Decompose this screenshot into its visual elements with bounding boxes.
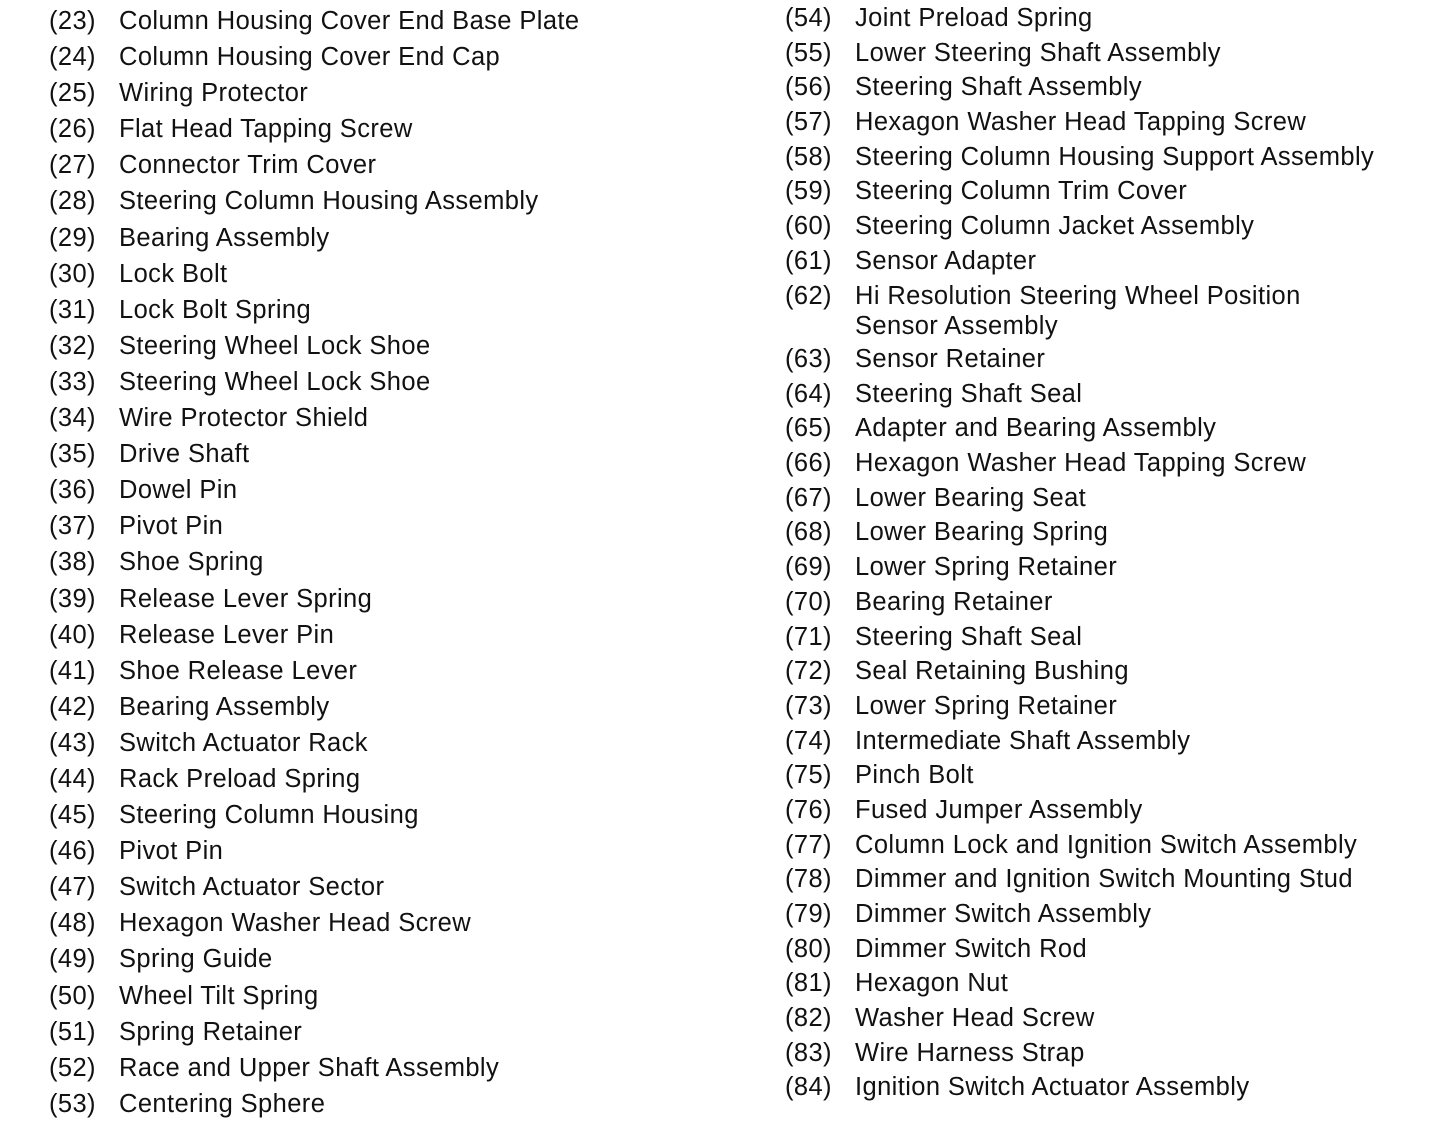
part-number: (69) [785,553,832,582]
part-name: Lower Steering Shaft Assembly [855,38,1221,67]
part-number: (48) [49,909,96,938]
part-name: Pinch Bolt [855,761,974,790]
part-name: Pivot Pin [119,512,224,541]
part-number: (46) [49,837,96,866]
part-number: (67) [785,483,832,512]
parts-list-item [49,78,729,114]
part-name: Bearing Assembly [119,223,330,252]
part-name: Steering Column Trim Cover [855,177,1188,206]
parts-list-item [49,1053,729,1089]
part-name: Column Housing Cover End Base Plate [119,7,580,35]
part-number: (45) [49,801,96,830]
part-number: (77) [785,830,832,859]
part-name: Centering Sphere [119,1089,326,1118]
parts-list-item [785,517,1445,552]
part-number: (56) [785,73,832,102]
part-number: (27) [49,151,96,180]
part-name: Switch Actuator Rack [119,728,368,757]
part-name: Release Lever Pin [119,620,335,649]
part-number: (47) [49,873,96,902]
part-number: (63) [785,345,832,373]
part-name: Dimmer and Ignition Switch Mounting Stud [855,865,1353,894]
part-name: Seal Retaining Bushing [855,657,1129,686]
parts-list-item [785,1038,1445,1073]
parts-list-item [785,622,1445,657]
part-number: (29) [49,223,96,252]
part-name: Steering Wheel Lock Shoe [119,367,431,396]
part-name: Bearing Assembly [119,692,330,721]
part-name: Steering Shaft Seal [855,622,1083,651]
part-number: (36) [49,476,96,505]
part-name: Steering Column Housing Assembly [119,187,539,216]
part-number: (75) [785,761,832,790]
parts-list-item [785,176,1445,211]
parts-list-item [49,223,729,259]
parts-list-item [785,899,1445,934]
parts-list-item [785,246,1445,281]
part-name: Sensor Adapter [855,246,1037,275]
parts-list-item [49,1089,729,1125]
part-name: Lower Bearing Spring [855,518,1109,547]
parts-list-item [49,728,729,764]
parts-list-item [785,552,1445,587]
part-name: Release Lever Spring [119,584,373,613]
parts-list-item [785,691,1445,726]
part-name: Dowel Pin [119,476,238,505]
parts-list-item [49,620,729,656]
part-name: Hexagon Washer Head Tapping Screw [855,449,1307,478]
part-name: Wheel Tilt Spring [119,981,319,1010]
part-number: (33) [49,367,96,396]
part-number: (52) [49,1053,96,1082]
part-number: (60) [785,212,832,241]
part-name: Lock Bolt Spring [119,295,312,324]
part-number: (44) [49,764,96,793]
part-name: Race and Upper Shaft Assembly [119,1053,500,1082]
part-name: Steering Column Housing Support Assembly [855,142,1375,171]
part-name: Adapter and Bearing Assembly [855,414,1217,443]
part-number: (74) [785,726,832,755]
parts-list-item [785,379,1445,414]
part-name: Dimmer Switch Assembly [855,900,1152,928]
parts-list-item [785,656,1445,691]
part-name: Lock Bolt [119,259,228,288]
part-name: Wiring Protector [119,79,309,108]
parts-list-item [49,1017,729,1053]
part-name: Lower Spring Retainer [855,691,1118,720]
part-number: (49) [49,945,96,974]
parts-list-item [785,830,1445,865]
parts-list-item [49,511,729,547]
part-name: Hexagon Nut [855,969,1009,998]
part-number: (28) [49,187,96,216]
part-number: (32) [49,331,96,360]
parts-list-item [785,1003,1445,1038]
part-name: Lower Bearing Seat [855,483,1087,512]
part-number: (78) [785,865,832,894]
part-number: (41) [49,656,96,685]
part-number: (83) [785,1038,832,1067]
part-number: (66) [785,449,832,478]
parts-list-item [49,981,729,1017]
parts-list-item [785,587,1445,622]
parts-list-item [785,448,1445,483]
parts-list-item [49,800,729,836]
part-number: (34) [49,404,96,433]
part-number: (61) [785,246,832,275]
part-number: (55) [785,38,832,67]
part-number: (25) [49,79,96,108]
parts-list-item [49,872,729,908]
part-number: (51) [49,1017,96,1046]
part-number: (70) [785,587,832,616]
parts-list-item [785,968,1445,1003]
part-name: Column Housing Cover End Cap [119,43,501,72]
part-number: (40) [49,620,96,649]
parts-list-item [785,726,1445,761]
part-number: (24) [49,43,96,72]
part-name: Shoe Release Lever [119,656,358,685]
parts-list-item [785,107,1445,142]
part-name: Hexagon Washer Head Screw [119,909,472,938]
part-number: (71) [785,622,832,651]
parts-list-item [785,795,1445,830]
part-number: (50) [49,981,96,1010]
part-number: (80) [785,934,832,963]
part-name: Steering Column Jacket Assembly [855,212,1255,241]
part-name: Ignition Switch Actuator Assembly [855,1073,1250,1102]
part-number: (64) [785,379,832,408]
part-name: Pivot Pin [119,837,224,866]
part-name: Flat Head Tapping Screw [119,115,413,144]
part-number: (65) [785,414,832,443]
part-name: Steering Shaft Seal [855,379,1083,408]
part-number: (38) [49,548,96,577]
parts-list-item [49,42,729,78]
part-number: (53) [49,1089,96,1118]
part-number: (73) [785,691,832,720]
part-number: (23) [49,7,96,35]
parts-list-item [49,836,729,872]
part-name: Spring Guide [119,945,273,974]
parts-list-item [49,150,729,186]
parts-list-item [49,547,729,583]
parts-list-item [785,142,1445,177]
parts-list-item [785,1072,1445,1107]
part-name: Column Lock and Ignition Switch Assembly [855,830,1358,859]
parts-list-item [49,6,729,42]
parts-list-item [785,344,1445,379]
part-name: Wire Protector Shield [119,404,369,433]
part-number: (26) [49,115,96,144]
part-name: Connector Trim Cover [119,151,377,180]
part-name: Washer Head Screw [855,1004,1095,1033]
part-number: (76) [785,795,832,824]
part-name: Steering Wheel Lock Shoe [119,331,431,360]
part-number: (84) [785,1073,832,1102]
parts-list-item [785,38,1445,73]
parts-list-item [49,403,729,439]
part-name: Bearing Retainer [855,587,1053,616]
part-name: Hexagon Washer Head Tapping Screw [855,108,1307,137]
parts-list-item [49,114,729,150]
part-number: (68) [785,518,832,547]
parts-list-item [785,864,1445,899]
parts-list-item [785,413,1445,448]
part-number: (79) [785,900,832,928]
parts-list-item [49,944,729,980]
part-number: (37) [49,512,96,541]
part-name: Spring Retainer [119,1017,303,1046]
part-number: (39) [49,584,96,613]
part-number: (35) [49,440,96,469]
part-number: (30) [49,259,96,288]
part-name: Joint Preload Spring [855,4,1093,32]
parts-list-right-column [785,3,1445,1107]
part-name: Switch Actuator Sector [119,873,385,902]
parts-list-item [49,331,729,367]
parts-list-item [785,934,1445,969]
parts-list-item [49,259,729,295]
part-name: Sensor Retainer [855,345,1046,373]
part-number: (42) [49,692,96,721]
parts-list-left-column [49,6,729,1125]
parts-list-item [785,483,1445,518]
parts-list-item [49,439,729,475]
part-name: Lower Spring Retainer [855,553,1118,582]
part-number: (72) [785,657,832,686]
parts-list-item [49,295,729,331]
parts-list-item [49,692,729,728]
part-name: Fused Jumper Assembly [855,795,1143,824]
part-number: (31) [49,295,96,324]
parts-list-item [785,281,1445,345]
parts-list-item [49,908,729,944]
part-number: (43) [49,728,96,757]
parts-list-item [49,764,729,800]
parts-list-item [49,186,729,222]
part-name: Steering Column Housing [119,801,419,830]
part-number: (57) [785,108,832,137]
part-name: Dimmer Switch Rod [855,934,1088,963]
part-name: Shoe Spring [119,548,264,577]
part-number: (59) [785,177,832,206]
parts-list-item [785,760,1445,795]
parts-list-item [49,367,729,403]
part-name: Steering Shaft Assembly [855,73,1143,102]
part-name: Wire Harness Strap [855,1038,1085,1067]
part-number: (54) [785,4,832,32]
part-number: (81) [785,969,832,998]
part-number: (62) [785,281,832,310]
parts-list-item [785,3,1445,38]
part-name: Hi Resolution Steering Wheel Position Sensor Assembly [855,281,1301,340]
parts-list-item [785,211,1445,246]
parts-list-item [49,584,729,620]
part-name: Drive Shaft [119,440,250,469]
parts-list-item [49,475,729,511]
parts-list-item [49,656,729,692]
part-number: (82) [785,1004,832,1033]
part-number: (58) [785,142,832,171]
parts-list-item [785,72,1445,107]
part-name: Rack Preload Spring [119,764,361,793]
part-name: Intermediate Shaft Assembly [855,726,1191,755]
